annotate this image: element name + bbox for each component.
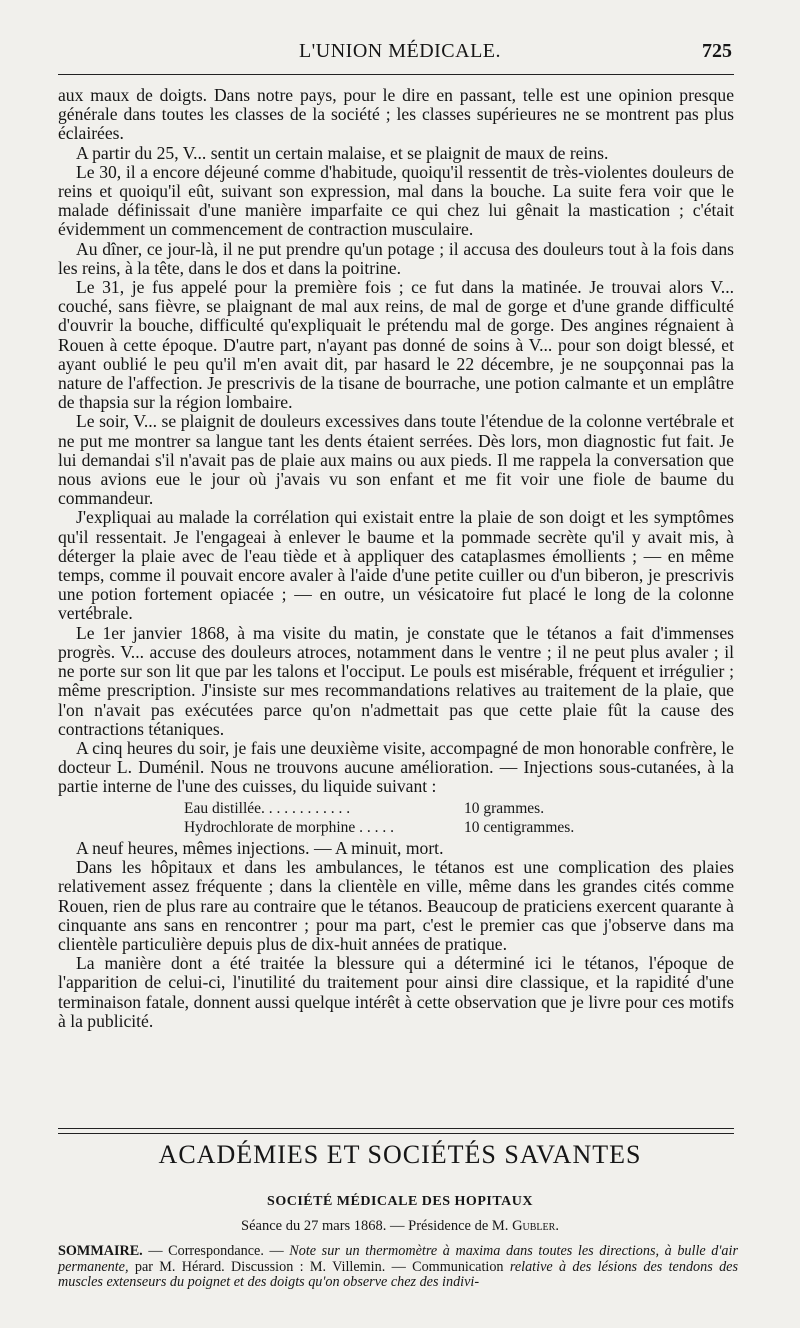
paragraph: Le 1er janvier 1868, à ma visite du matin, je constate que le tétanos a fait d'immenses progrès. V... accuse des douleurs atroces, notamment dans le ventre ; il ne peut plus avaler ; il ne porte sur son lit que par les talons et l'occiput. Le pouls est misérable, fréquent et irrégulier ; même prescription. J'insiste sur mes recommandations relatives au traitement de la plaie, que l'on n'avait pas exécutées parce qu'on n'admettait pas que cette plaie fût la cause des contractions tétaniques. — [58, 622, 734, 739]
paragraph: Le soir, V... se plaignit de douleurs excessives dans toute l'étendue de la colonne vertébrale et ne put me montrer sa langue tant les dents étaient serrées. Dès lors, mon diagnostic fut fait. Je lui demandai s'il n'avait pas de plaie aux mains ou aux pieds. Il me rappela la conversation que nous avions eue le jour où j'avais vu son enfant et me fit voir une fiole de baume du commandeur. — [58, 411, 734, 509]
seance-line — [0, 1218, 800, 1235]
ingredient-name: Hydrochlorate de morphine . . . . . — [184, 818, 395, 836]
summary-text: Note sur un thermomètre à maxima dans toutes les directions, à bulle d'air permanente, — [58, 1243, 738, 1275]
seance-prefix: Séance du 27 mars 1868. — Présidence de M. — [241, 1218, 513, 1234]
page-header — [0, 40, 800, 68]
society-name: SOCIÉTÉ MÉDICALE DES HOPITAUX — [267, 1194, 533, 1209]
paragraph: A partir du 25, V... sentit un certain malaise, et se plaignit de maux de reins. — [76, 142, 609, 163]
paragraph: Le 30, il a encore déjeuné comme d'habitude, quoiqu'il ressentit de très-violentes douleurs de reins et quoiqu'il eût, suivant son expression, mal dans la bouche. La suite fera voir que le malade définissait d'une manière imparfaite ce qui chez lui gênait la mastication ; c'était évidemment un commencement de contraction musculaire. — [58, 161, 734, 240]
running-title: L'UNION MÉDICALE. — [298, 40, 502, 62]
summary-text: — Correspondance. — — [142, 1243, 290, 1259]
ingredient-quantity: 10 grammes. — [464, 799, 545, 817]
paragraph: Au dîner, ce jour-là, il ne put prendre qu'un potage ; il accusa des douleurs tout à la fois dans les reins, à la tête, dans le dos et dans la poitrine. — [58, 238, 734, 278]
page-number: 725 — [702, 40, 732, 62]
prescription-formula — [184, 799, 734, 837]
article-body — [58, 86, 734, 1031]
header-rule — [58, 74, 734, 75]
seance-suffix: . — [555, 1218, 559, 1234]
summary-text: par M. Hérard. Discussion : M. Villemin. — Communication — [128, 1258, 510, 1275]
section-divider — [58, 1128, 734, 1134]
paragraph: J'expliquai au malade la corrélation qui existait entre la plaie de son doigt et les symptômes qu'il ressentait. Je l'engageai à enlever le baume et la pommade secrète qu'il y avait mis, à déterger la plaie avec de l'eau tiède et à appliquer des cataplasmes émollients ; — en même temps, comme il pouvait encore avaler à l'aide d'une petite cuiller ou d'un biberon, je prescrivis une potion fortement opiacée ; — en outre, un vésicatoire fut placé le long de la colonne vertébrale. — [58, 507, 734, 624]
paragraph: A neuf heures, mêmes injections. — A minuit, mort. — [76, 837, 444, 858]
summary-label: SOMMAIRE. — [58, 1243, 143, 1259]
paragraph: aux maux de doigts. Dans notre pays, pour le dire en passant, telle est une opinion presque générale dans toutes les classes de la société ; les classes supérieures ne se montrent pas plus éclairées. — [58, 85, 734, 144]
formula-row — [184, 818, 734, 837]
ingredient-name: Eau distillée. . . . . . . . . . . . — [184, 799, 351, 817]
summary — [58, 1244, 738, 1291]
section-title: ACADÉMIES ET SOCIÉTÉS SAVANTES — [158, 1140, 642, 1169]
paragraph: A cinq heures du soir, je fais une deuxième visite, accompagné de mon honorable confrère, le docteur L. Duménil. Nous ne trouvons aucune amélioration. — Injections sous-cutanées, à la partie interne de l'une des cuisses, du liquide suivant : — [58, 737, 734, 797]
formula-row — [184, 799, 734, 818]
paragraph: Dans les hôpitaux et dans les ambulances, le tétanos est une complication des plaies relativement assez fréquente ; dans la clientèle en ville, même dans les grandes cités comme Rouen, rien de plus rare au contraire que le tétanos. Beaucoup de praticiens exercent quarante à cinquante ans sans en rencontrer ; pour ma part, c'est le premier cas que j'observe dans ma clientèle particulière depuis plus de dix-huit années de pratique. — [58, 857, 734, 954]
president-name: Gubler — [512, 1218, 556, 1234]
summary-text: relative à des lésions des tendons des muscles extenseurs du poignet et des doigts qu'on observe chez des indivi- — [58, 1258, 738, 1290]
paragraph: Le 31, je fus appelé pour la première fois ; ce fut dans la matinée. Je trouvai alors V... couché, sans fièvre, se plaignant de mal aux reins, de mal de gorge et d'une grande difficulté d'ouvrir la bouche, difficulté qu'expliquait le prétendu mal de gorge. Des angines régnaient à Rouen à cette époque. D'autre part, n'ayant pas donné de soins à V... pour son doigt blessé, et ayant oublié le peu qu'il m'en avait dit, par hasard le 22 décembre, je ne soupçonnai pas la nature de l'affection. Je prescrivis de la tisane de bourrache, une potion calmante et un emplâtre de thapsia sur la région lombaire. — [58, 277, 734, 413]
paragraph: La manière dont a été traitée la blessure qui a déterminé ici le tétanos, l'époque de l'apparition de celui-ci, l'inutilité du traitement pour ainsi dire classique, et la rapidité d'une terminaison fatale, donnent aussi quelque intérêt à cette observation que je livre pour ces motifs à la publicité. — [58, 953, 734, 1031]
ingredient-quantity: 10 centigrammes. — [464, 818, 575, 836]
